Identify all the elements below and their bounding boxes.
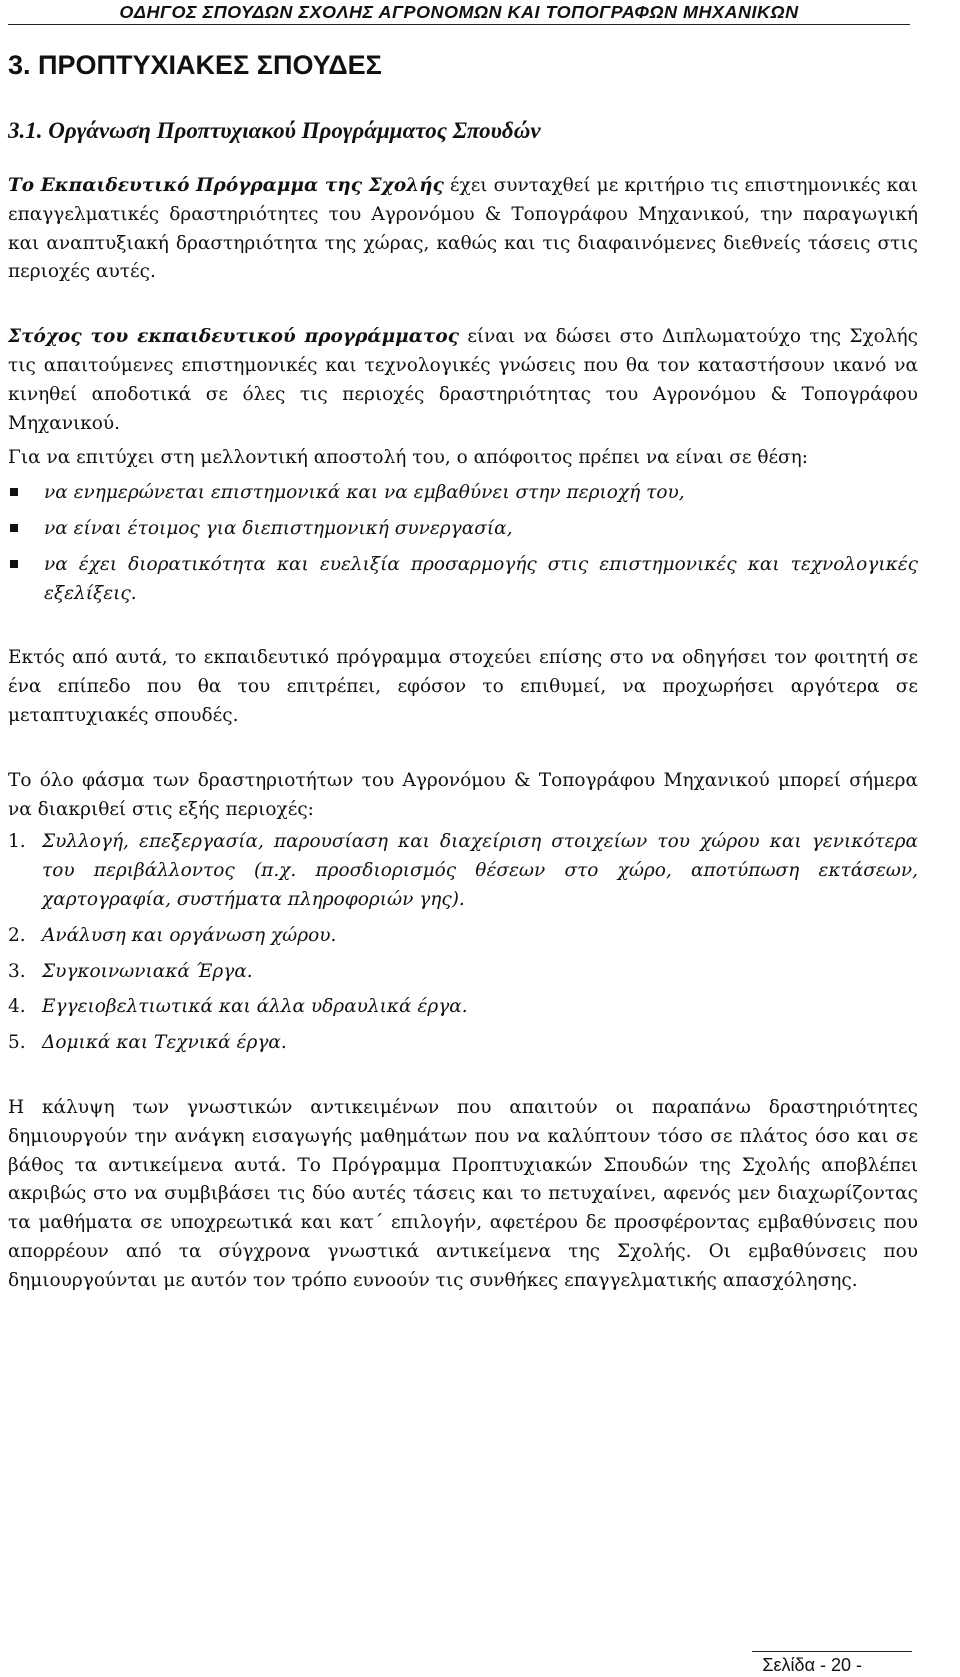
section-title: 3. ΠΡΟΠΤΥΧΙΑΚΕΣ ΣΠΟΥΔΕΣ <box>8 50 382 80</box>
square-bullet-icon <box>10 488 18 496</box>
list-item-number: 2. <box>8 924 26 946</box>
paragraph-areas-intro: Το όλο φάσμα των δραστηριοτήτων του Αγρονόμου & Τοπογράφου Μηχανικού μπορεί σήμερα να διακριθεί στις εξής περιοχές: <box>8 769 918 820</box>
list-item-text: Συγκοινωνιακά Έργα. <box>42 960 253 982</box>
square-bullet-icon <box>10 524 18 532</box>
activity-areas-list <box>8 828 918 1058</box>
paragraph-goal-lead: Στόχος του εκπαιδευτικού προγράμματος <box>8 326 459 348</box>
paragraph-goal-text: είναι να δώσει στο Διπλωματούχο της Σχολής τις απαιτούμενες επιστημονικές και τεχνολογικές γνώσεις που θα τον καταστήσουν ικανό να κινηθεί αποδοτικά σε όλες τις περιοχές δραστηριότητας του Αγρονόμου & Τοπογράφου Μηχανικού. <box>8 326 918 434</box>
page-number: Σελίδα - 20 - <box>762 1655 862 1675</box>
list-item-text: να είναι έτοιμος για διεπιστημονική συνεργασία, <box>44 517 513 539</box>
list-item <box>8 479 918 508</box>
list-item-text: Εγγειοβελτιωτικά και άλλα υδραυλικά έργα. <box>42 996 468 1018</box>
page-content <box>8 48 918 1296</box>
list-item-text: Συλλογή, επεξεργασία, παρουσίαση και διαχείριση στοιχείων του χώρου και γενικότερα του περιβάλλοντος (π.χ. προσδιορισμός θέσεων στο χώρο, αποτύπωση εκτάσεων, χαρτογραφία, συστήματα πληροφοριών γης). <box>42 831 918 910</box>
section-subtitle: 3.1. Οργάνωση Προπτυχιακού Προγράμματος Σπουδών <box>8 118 541 143</box>
list-item-number: 3. <box>8 960 26 982</box>
list-item-text: Ανάλυση και οργάνωση χώρου. <box>42 924 337 946</box>
list-item <box>8 922 918 951</box>
paragraph-goal <box>8 323 918 438</box>
paragraph-postgraduate: Εκτός από αυτά, το εκπαιδευτικό πρόγραμμα στοχεύει επίσης στο να οδηγήσει τον φοιτητή σε ένα επίπεδο που θα του επιτρέπει, εφόσον το επιθυμεί, να προχωρήσει αργότερα σε μεταπτυχιακές σπουδές. <box>8 647 918 726</box>
list-item-text: Δομικά και Τεχνικά έργα. <box>42 1032 287 1054</box>
graduate-skills-list <box>8 479 918 608</box>
list-item <box>8 1029 918 1058</box>
list-item-number: 5. <box>8 1032 26 1054</box>
footer-rule <box>752 1651 912 1652</box>
list-item <box>8 515 918 544</box>
list-item-number: 4. <box>8 996 26 1018</box>
paragraph-graduate: Για να επιτύχει στη μελλοντική αποστολή του, ο απόφοιτος πρέπει να είναι σε θέση: <box>8 447 808 469</box>
square-bullet-icon <box>10 560 18 568</box>
running-header: ΟΔΗΓΟΣ ΣΠΟΥΔΩΝ ΣΧΟΛΗΣ ΑΓΡΟΝΟΜΩΝ ΚΑΙ ΤΟΠΟΓΡΑΦΩΝ ΜΗΧΑΝΙΚΩΝ <box>8 2 910 25</box>
list-item <box>8 828 918 914</box>
paragraph-coverage: Η κάλυψη των γνωστικών αντικειμένων που απαιτούν οι παραπάνω δραστηριότητες δημιουργούν την ανάγκη εισαγωγής μαθημάτων που να καλύπτουν τόσο σε πλάτος όσο και σε βάθος τα αντικείμενα αυτά. Το Πρόγραμμα Προπτυχιακών Σπουδών της Σχολής αποβλέπει ακριβώς στο να συμβιβάσει τις δύο αυτές τάσεις και το πετυχαίνει, αφενός μεν διαχωρίζοντας τα μαθήματα σε υποχρεωτικά και κατ΄ επιλογήν, αφετέρου δε προσφέροντας εμβαθύνσεις που απορρέουν από τα σύγχρονα γνωστικά αντικείμενα της Σχολής. Οι εμβαθύνσεις που δημιουργούνται με αυτόν τον τρόπο ευνοούν τις συνθήκες επαγγελματικής απασχόλησης. <box>8 1096 918 1291</box>
list-item-text: να ενημερώνεται επιστημονικά και να εμβαθύνει στην περιοχή του, <box>44 482 685 504</box>
list-item <box>8 958 918 987</box>
paragraph-curriculum <box>8 172 918 287</box>
list-item-text: να έχει διορατικότητα και ευελιξία προσαρμογής στις επιστημονικές και τεχνολογικές εξελίξεις. <box>44 553 918 604</box>
paragraph-curriculum-text: έχει συνταχθεί με κριτήριο τις επιστημονικές και επαγγελματικές δραστηριότητες του Αγρονόμου & Τοπογράφου Μηχανικού, την παραγωγική και αναπτυξιακή δραστηριότητα της χώρας, καθώς και τις διαφαινόμενες διεθνείς τάσεις στις περιοχές αυτές. <box>8 175 918 283</box>
list-item <box>8 551 918 609</box>
paragraph-curriculum-lead: Το Εκπαιδευτικό Πρόγραμμα της Σχολής <box>8 175 444 196</box>
list-item-number: 1. <box>8 831 26 853</box>
list-item <box>8 993 918 1022</box>
